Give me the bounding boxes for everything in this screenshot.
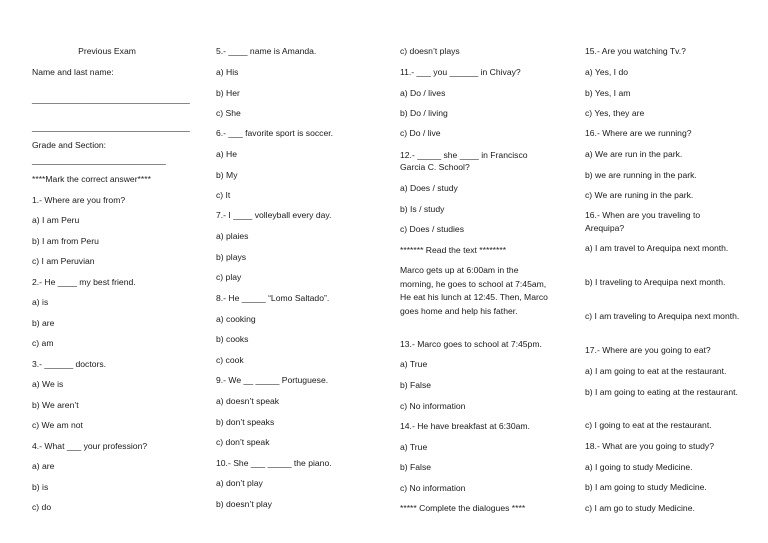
q3-option-b: b) We aren’t xyxy=(32,400,79,410)
question-13: 13.- Marco goes to school at 7:45pm. xyxy=(400,339,542,349)
q4-option-a: a) are xyxy=(32,461,55,471)
q17-option-a: a) I am going to eat at the restaurant. xyxy=(585,366,727,376)
q11-option-c: c) Do / live xyxy=(400,128,441,138)
q16-option-b: b) we are running in the park. xyxy=(585,170,697,180)
question-1: 1.- Where are you from? xyxy=(32,195,126,205)
question-3: 3.- ______ doctors. xyxy=(32,359,107,369)
question-16: 16.- Where are we running? xyxy=(585,128,692,138)
q3-option-c: c) We am not xyxy=(32,420,83,430)
q7-option-b: b) plays xyxy=(216,252,247,262)
question-17: 17.- Where are you going to eat? xyxy=(585,345,711,355)
q16-option-a: a) We are run in the park. xyxy=(585,149,683,159)
q13-option-c: c) No information xyxy=(400,401,466,411)
q8-option-b: b) cooks xyxy=(216,334,249,344)
q6-option-a: a) He xyxy=(216,149,238,159)
q3-option-a: a) We is xyxy=(32,379,64,389)
question-10: 10.- She ___ _____ the piano. xyxy=(216,458,332,468)
q15-option-a: a) Yes, I do xyxy=(585,67,629,77)
q14-option-c: c) No information xyxy=(400,483,466,493)
q1-option-b: b) I am from Peru xyxy=(32,236,99,246)
q9-option-a: a) doesn’t speak xyxy=(216,396,280,406)
question-15: 15.- Are you watching Tv.? xyxy=(585,46,686,56)
grade-label: Grade and Section: xyxy=(32,140,107,150)
q8-option-c: c) cook xyxy=(216,355,244,365)
q12-option-c: c) Does / studies xyxy=(400,224,464,234)
dialogue-heading: ***** Complete the dialogues **** xyxy=(400,503,526,513)
q18-option-c: c) I am go to study Medicine. xyxy=(585,503,695,513)
q5-option-a: a) His xyxy=(216,67,239,77)
q4-option-c: c) do xyxy=(32,502,52,512)
q17-option-b: b) I am going to eating at the restaurant. xyxy=(585,387,738,397)
question-6: 6.- ___ favorite sport is soccer. xyxy=(216,128,334,138)
q11-option-a: a) Do / lives xyxy=(400,88,446,98)
question-2: 2.- He ____ my best friend. xyxy=(32,277,136,287)
question-9: 9.- We __ _____ Portuguese. xyxy=(216,375,329,385)
question-12: 12.- _____ she ____ in Francisco Garcia C. School? xyxy=(400,150,530,172)
question-16-second: 16.- When are you traveling to Arequipa? xyxy=(585,210,703,233)
q2-option-b: b) are xyxy=(32,318,55,328)
q13-option-b: b) False xyxy=(400,380,432,390)
q1-option-a: a) I am Peru xyxy=(32,215,80,225)
q10-option-c: c) doesn’t plays xyxy=(400,46,460,56)
question-5: 5.- ____ name is Amanda. xyxy=(216,46,317,56)
question-4: 4.- What ___ your profession? xyxy=(32,441,148,451)
read-text-heading: ******* Read the text ******** xyxy=(400,245,507,255)
q10-option-a: a) don’t play xyxy=(216,478,263,488)
q17-option-c: c) I going to eat at the restaurant. xyxy=(585,420,712,430)
q13-option-a: a) True xyxy=(400,359,428,369)
q11-option-b: b) Do / living xyxy=(400,108,448,118)
q7-option-a: a) plaies xyxy=(216,231,249,241)
grade-blank-line: ____________________________ xyxy=(32,155,166,165)
q4-option-b: b) is xyxy=(32,482,49,492)
q16b-option-b: b) I traveling to Arequipa next month. xyxy=(585,277,726,287)
q9-option-c: c) don’t speak xyxy=(216,437,270,447)
q18-option-b: b) I am going to study Medicine. xyxy=(585,482,707,492)
exam-title: Previous Exam xyxy=(78,46,136,56)
question-14: 14.- He have breakfast at 6:30am. xyxy=(400,421,530,431)
q15-option-c: c) Yes, they are xyxy=(585,108,645,118)
q5-option-c: c) She xyxy=(216,108,241,118)
name-blank-line-2: _________________________________ xyxy=(32,122,190,132)
q9-option-b: b) don’t speaks xyxy=(216,417,275,427)
question-7: 7.- I ____ volleyball every day. xyxy=(216,210,332,220)
question-11: 11.- ___ you ______ in Chivay? xyxy=(400,67,521,77)
instructions: ****Mark the correct answer**** xyxy=(32,174,151,184)
q7-option-c: c) play xyxy=(216,272,242,282)
question-8: 8.- He _____ “Lomo Saltado”. xyxy=(216,293,330,303)
q12-option-b: b) Is / study xyxy=(400,204,445,214)
q14-option-a: a) True xyxy=(400,442,428,452)
q10-option-b: b) doesn’t play xyxy=(216,499,272,509)
question-18: 18.- What are you going to study? xyxy=(585,441,714,451)
q18-option-a: a) I going to study Medicine. xyxy=(585,462,693,472)
name-label: Name and last name: xyxy=(32,67,114,77)
q2-option-a: a) is xyxy=(32,297,49,307)
q16b-option-a: a) I am travel to Arequipa next month. xyxy=(585,243,729,253)
q12-option-a: a) Does / study xyxy=(400,183,458,193)
q2-option-c: c) am xyxy=(32,338,54,348)
q6-option-c: c) It xyxy=(216,190,231,200)
q14-option-b: b) False xyxy=(400,462,432,472)
reading-passage: Marco gets up at 6:00am in the morning, he goes to school at 7:45am, He eat his lunch at 12:45. Then, Marco goes home and help his father. xyxy=(400,265,551,316)
q6-option-b: b) My xyxy=(216,170,238,180)
q16-option-c: c) We are runing in the park. xyxy=(585,190,694,200)
q16b-option-c: c) I am traveling to Arequipa next month. xyxy=(585,311,740,321)
q1-option-c: c) I am Peruvian xyxy=(32,256,95,266)
q8-option-a: a) cooking xyxy=(216,314,256,324)
name-blank-line: _________________________________ xyxy=(32,94,190,104)
q5-option-b: b) Her xyxy=(216,88,240,98)
q15-option-b: b) Yes, I am xyxy=(585,88,631,98)
